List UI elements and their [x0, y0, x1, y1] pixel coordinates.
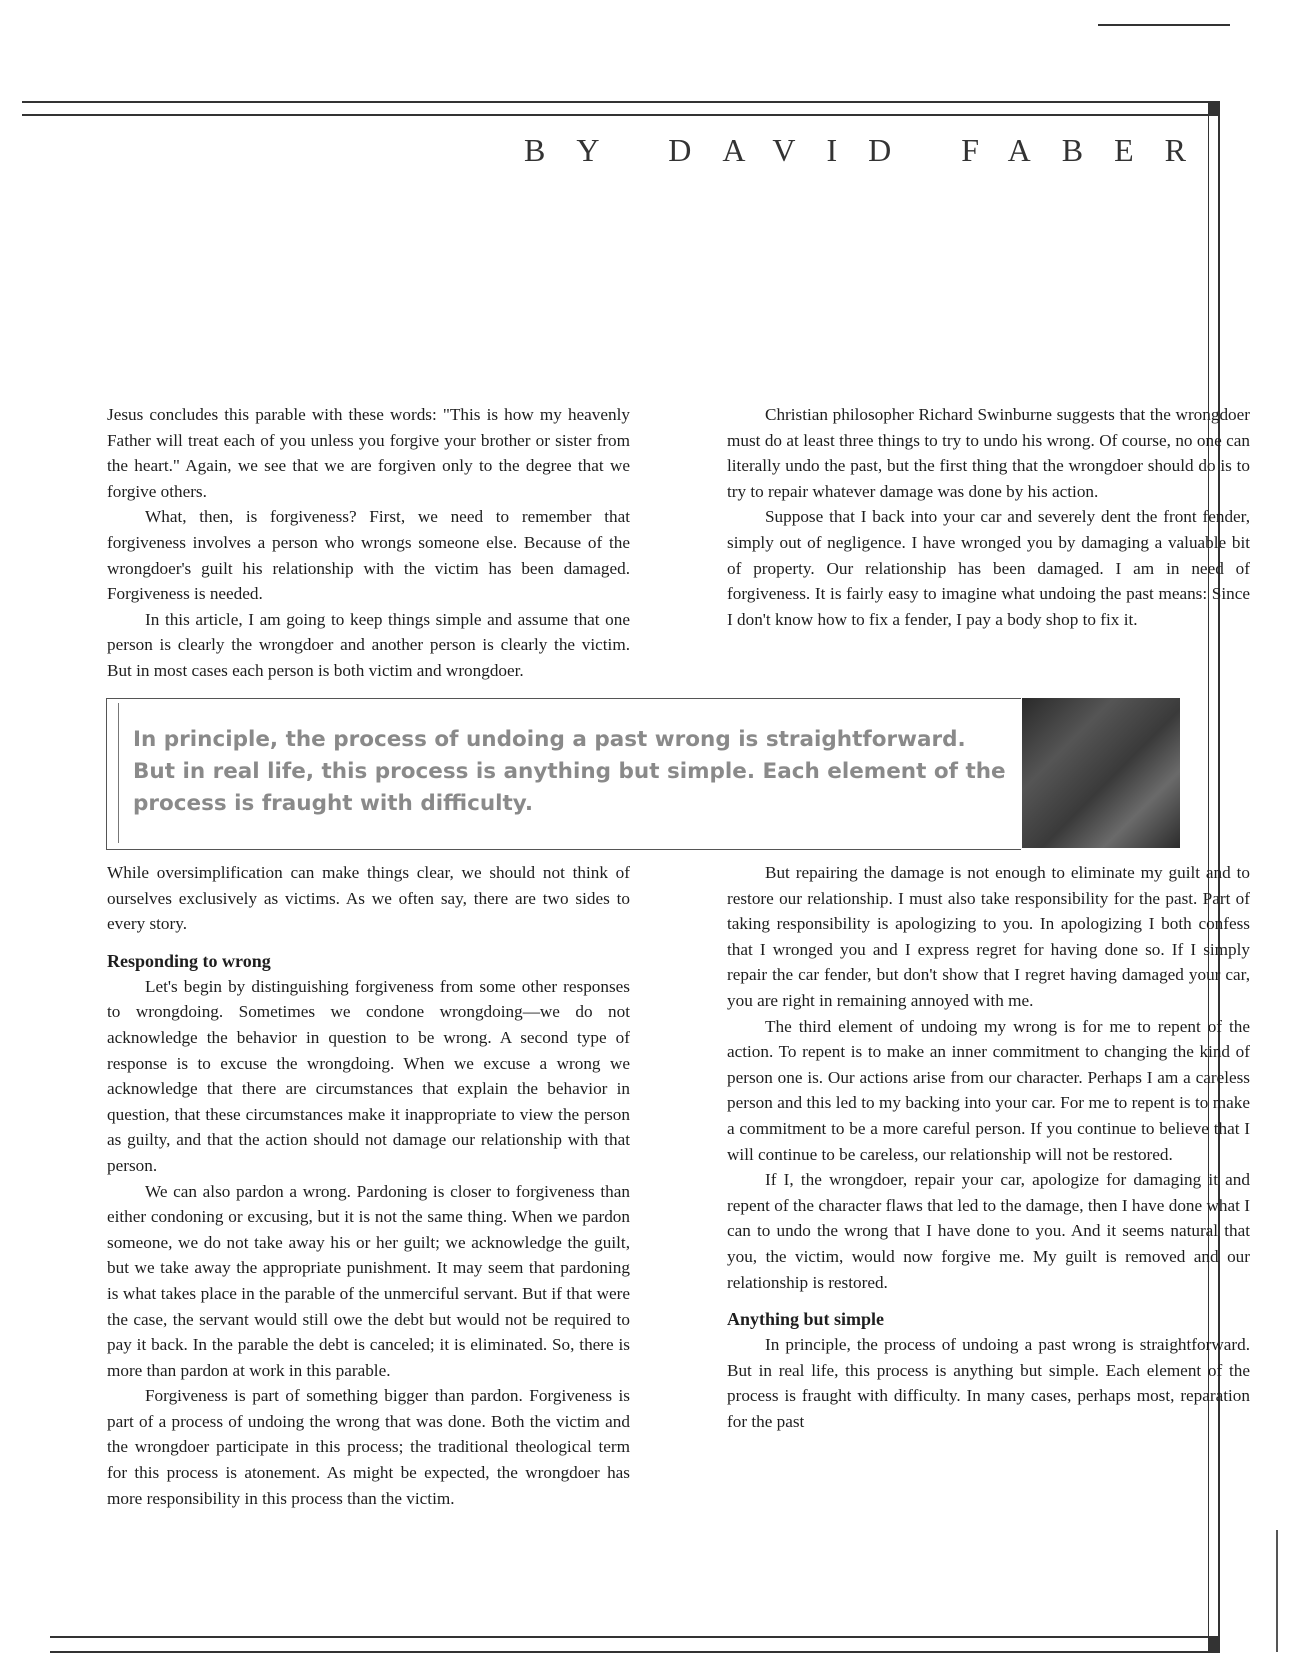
paragraph: While oversimplification can make things clear, we should not think of ourselves exclusively as victims. As we often say, there are two sides to every story.	[107, 863, 630, 934]
paragraph: Christian philosopher Richard Swinburne suggests that the wrongdoer must do at least three things to try to undo his wrong. Of course, no one can literally undo the past, but the first thing that the wrongdoer should do is to try to repair whatever damage was done by his action.	[727, 405, 1250, 501]
paragraph: Jesus concludes this parable with these words: "This is how my heavenly Father will treat each of you unless you forgive your brother or sister from the heart." Again, we see that we are forgiven only to the degree that we forgive others.	[107, 405, 630, 501]
section-heading: Responding to wrong	[107, 950, 271, 971]
header-rule-upper	[22, 101, 1220, 103]
footer-rule-upper	[50, 1636, 1220, 1638]
paragraph: But repairing the damage is not enough to eliminate my guilt and to restore our relationship. I must also take responsibility for the past. Part of taking responsibility is apologizing to you. In apologizing I both confess that I wronged you and I express regret for having done so. If I simply repair the car fender, but don't show that I regret having damaged your car, you are right in remaining annoyed with me.	[727, 863, 1250, 1010]
pull-quote-photo	[1022, 698, 1180, 848]
column-bottom-left	[107, 860, 630, 1511]
paragraph: In principle, the process of undoing a past wrong is straightforward. But in real life, this process is anything but simple. Each element of the process is fraught with difficulty. In many cases, perhaps most, reparation for the past	[727, 1335, 1250, 1431]
paragraph: If I, the wrongdoer, repair your car, apologize for damaging it and repent of the character flaws that led to the damage, then I have done what I can to undo the wrong that I have done to you. And it seems natural that you, the victim, would now forgive me. My guilt is removed and our relationship is restored.	[727, 1170, 1250, 1292]
pull-quote: In principle, the process of undoing a past wrong is straightforward. But in real life, this process is anything but simple. Each element of the process is fraught with difficulty.	[133, 727, 1006, 816]
paragraph: Suppose that I back into your car and severely dent the front fender, simply out of negligence. I have wronged you by damaging a valuable bit of property. Our relationship has been damaged. I am in need of forgiveness. It is fairly easy to imagine what undoing the past means: Since I don't know how to fix a fender, I pay a body shop to fix it.	[727, 507, 1250, 629]
right-margin-mark	[1276, 1530, 1278, 1652]
column-top-right	[727, 402, 1250, 632]
column-bottom-right	[727, 860, 1250, 1434]
paragraph: Let's begin by distinguishing forgiveness from some other responses to wrongdoing. Sometimes we condone wrongdoing—we do not acknowledge the behavior in question to be wrong. A second type of response is to excuse the wrongdoing. When we excuse a wrong we acknowledge that there are circumstances that explain the behavior in question, that these circumstances make it inappropriate to view the person as guilty, and that the action should not damage our relationship with that person.	[107, 976, 630, 1175]
paragraph: We can also pardon a wrong. Pardoning is closer to forgiveness than either condoning or excusing, but it is not the same thing. When we pardon someone, we do not take away his or her guilt; we acknowledge the guilt, but we take away the appropriate punishment. It may seem that pardoning is what takes place in the parable of the unmerciful servant. But if that were the case, the servant would still owe the debt but would not be required to pay it back. In the parable the debt is canceled; it is eliminated. So, there is more than pardon at work in this parable.	[107, 1181, 630, 1380]
footer-rule-lower	[50, 1651, 1220, 1653]
column-top-left	[107, 402, 630, 684]
top-right-short-rule	[1098, 24, 1230, 26]
pull-quote-inner-rule	[118, 703, 119, 843]
section-heading: Anything but simple	[727, 1309, 885, 1330]
footer-corner-block	[1208, 1636, 1220, 1653]
byline: BY DAVID FABER	[524, 132, 1217, 168]
paragraph: In this article, I am going to keep things simple and assume that one person is clearly the wrongdoer and another person is clearly the victim. But in most cases each person is both victim and wrongdoer.	[107, 609, 630, 680]
paragraph: The third element of undoing my wrong is for me to repent of the action. To repent is to make an inner commitment to changing the kind of person one is. Our actions arise from our character. Perhaps I am a careless person and this led to my backing into your car. For me to repent is to make a commitment to be a more careful person. If you continue to believe that I will continue to be careless, our relationship will not be restored.	[727, 1016, 1250, 1164]
paragraph: Forgiveness is part of something bigger than pardon. Forgiveness is part of a process of undoing the wrong that was done. Both the victim and the wrongdoer participate in this process; the traditional theological term for this process is atonement. As might be expected, the wrongdoer has more responsibility in this process than the victim.	[107, 1386, 630, 1508]
paragraph: What, then, is forgiveness? First, we need to remember that forgiveness involves a person who wrongs someone else. Because of the wrongdoer's guilt his relationship with the victim has been damaged. Forgiveness is needed.	[107, 507, 630, 604]
header-rule-lower	[22, 114, 1220, 116]
